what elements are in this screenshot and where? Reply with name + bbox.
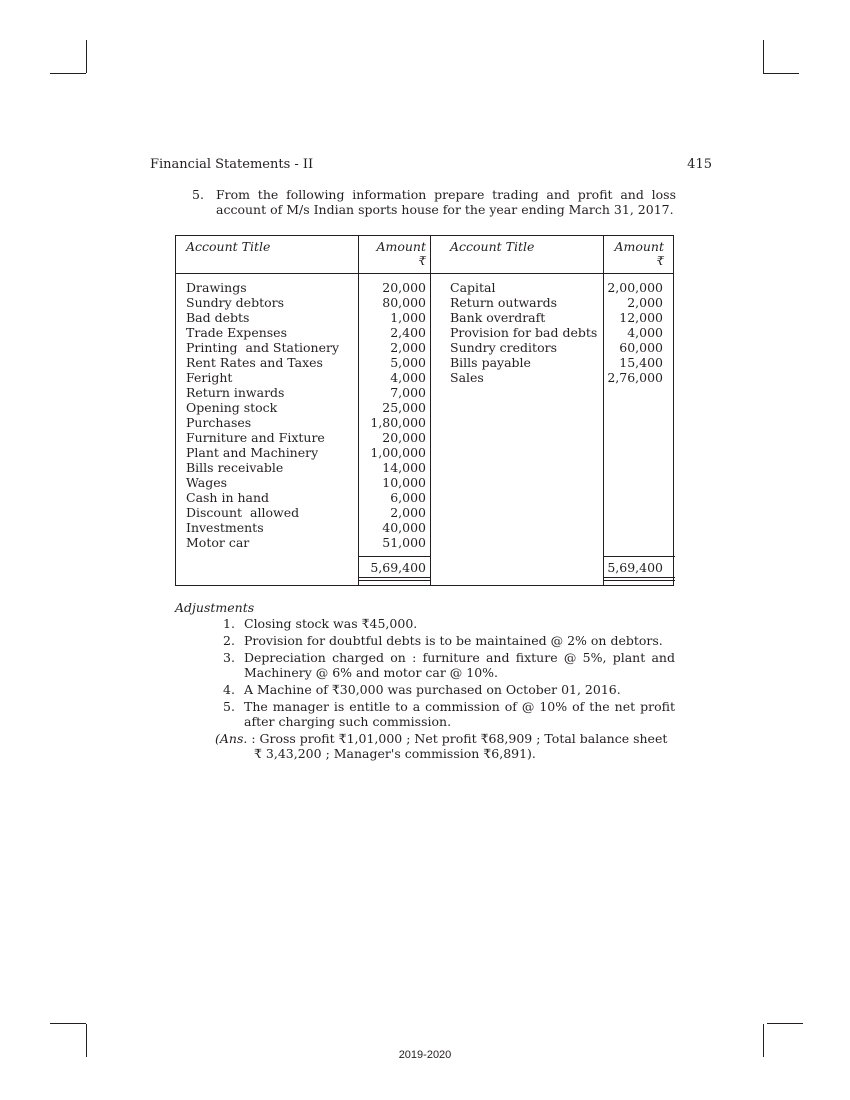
- adjustments-title: Adjustments: [175, 600, 255, 615]
- crop-mark: [86, 40, 87, 73]
- table-cell-amount: 80,000: [382, 295, 426, 310]
- right-total: 5,69,400: [607, 560, 663, 575]
- table-cell-amount: 2,000: [390, 505, 426, 520]
- header-rule: [176, 273, 673, 274]
- total-rule-bottom: [358, 580, 431, 581]
- column-divider: [358, 236, 359, 585]
- table-row: Motor car: [186, 535, 250, 550]
- table-cell-amount: 15,400: [619, 355, 663, 370]
- table-row: Bad debts: [186, 310, 250, 325]
- adjustments-section: [175, 600, 675, 761]
- crop-mark: [763, 73, 799, 74]
- table-cell-amount: 40,000: [382, 520, 426, 535]
- item-number: 3.: [223, 650, 235, 665]
- total-rule-bottom: [603, 577, 675, 578]
- table-cell-amount: 4,000: [390, 370, 426, 385]
- table-cell-amount: 4,000: [627, 325, 663, 340]
- question-text: From the following information prepare trading and profit and loss account of M/s Indian sports house for the year ending March 31, 2017.: [216, 187, 676, 217]
- list-item: [223, 682, 675, 697]
- table-row: Trade Expenses: [186, 325, 287, 340]
- item-number: 2.: [223, 633, 235, 648]
- table-cell-amount: 10,000: [382, 475, 426, 490]
- right-currency-symbol: ₹: [656, 254, 664, 268]
- right-amounts: [607, 280, 663, 385]
- item-number: 4.: [223, 682, 235, 697]
- table-cell-amount: 25,000: [382, 400, 426, 415]
- total-rule-top: [603, 556, 675, 557]
- crop-mark: [767, 1023, 803, 1024]
- table-row: Purchases: [186, 415, 252, 430]
- adjustments-list: [175, 616, 675, 729]
- left-total: 5,69,400: [370, 560, 426, 575]
- table-row: Feright: [186, 370, 233, 385]
- item-text: Closing stock was ₹45,000.: [244, 616, 418, 631]
- table-row: Opening stock: [186, 400, 278, 415]
- crop-mark: [763, 40, 764, 73]
- answer: [215, 731, 675, 761]
- table-cell-amount: 12,000: [619, 310, 663, 325]
- footer-year: 2019-2020: [398, 1049, 452, 1061]
- list-item: [223, 633, 675, 648]
- table-row: Bills receivable: [186, 460, 284, 475]
- item-number: 5.: [223, 699, 235, 714]
- answer-prefix: [215, 731, 247, 746]
- table-row: Bank overdraft: [450, 310, 546, 325]
- right-amount-header: Amount: [614, 239, 664, 254]
- table-cell-amount: 14,000: [382, 460, 426, 475]
- crop-mark: [50, 1023, 86, 1024]
- crop-mark: [50, 73, 86, 74]
- item-number: 1.: [223, 616, 235, 631]
- table-row: Furniture and Fixture: [186, 430, 325, 445]
- table-row: Return outwards: [450, 295, 558, 310]
- table-cell-amount: 20,000: [382, 280, 426, 295]
- table-row: Capital: [450, 280, 496, 295]
- total-rule-top: [358, 556, 431, 557]
- table-cell-amount: 2,00,000: [607, 280, 663, 295]
- question: [192, 187, 676, 217]
- table-row: Bills payable: [450, 355, 531, 370]
- column-divider: [603, 236, 604, 585]
- item-text: The manager is entitle to a commission of @ 10% of the net profit after charging such commission.: [244, 699, 675, 729]
- table-cell-amount: 20,000: [382, 430, 426, 445]
- column-divider: [430, 236, 431, 585]
- list-item: [223, 699, 675, 729]
- table-row: Sales: [450, 370, 484, 385]
- item-text: A Machine of ₹30,000 was purchased on October 01, 2016.: [244, 682, 621, 697]
- table-cell-amount: 60,000: [619, 340, 663, 355]
- table-cell-amount: 2,400: [390, 325, 426, 340]
- list-item: [223, 650, 675, 680]
- answer-line-1: : Gross profit ₹1,01,000 ; Net profit ₹68,909 ; Total balance sheet: [247, 731, 668, 746]
- table-row: Plant and Machinery: [186, 445, 319, 460]
- table-row: Return inwards: [186, 385, 285, 400]
- answer-prefix-text: (Ans.: [215, 731, 248, 746]
- table-row: Cash in hand: [186, 490, 270, 505]
- total-rule-bottom: [358, 577, 431, 578]
- left-currency-symbol: ₹: [418, 254, 426, 268]
- trial-balance-table: [175, 235, 674, 586]
- table-cell-amount: 7,000: [390, 385, 426, 400]
- running-head-title: Financial Statements - II: [150, 157, 314, 172]
- table-row: Rent Rates and Taxes: [186, 355, 323, 370]
- table-cell-amount: 5,000: [390, 355, 426, 370]
- answer-line-2: ₹ 3,43,200 ; Manager's commission ₹6,891).: [254, 746, 536, 761]
- table-cell-amount: 2,000: [390, 340, 426, 355]
- table-row: Sundry creditors: [450, 340, 557, 355]
- table-row: Provision for bad debts: [450, 325, 598, 340]
- list-item: [223, 616, 675, 631]
- left-titles: [186, 280, 356, 550]
- table-row: Sundry debtors: [186, 295, 285, 310]
- table-row: Drawings: [186, 280, 247, 295]
- table-cell-amount: 2,000: [627, 295, 663, 310]
- left-amounts: [362, 280, 426, 550]
- left-title-header: Account Title: [186, 239, 271, 254]
- table-cell-amount: 1,00,000: [370, 445, 426, 460]
- table-cell-amount: 2,76,000: [607, 370, 663, 385]
- right-title-header: Account Title: [450, 239, 535, 254]
- table-cell-amount: 51,000: [382, 535, 426, 550]
- table-row: Discount allowed: [186, 505, 300, 520]
- table-row: Printing and Stationery: [186, 340, 340, 355]
- total-rule-bottom: [603, 580, 675, 581]
- page-number: 415: [687, 157, 712, 172]
- right-titles: [450, 280, 602, 385]
- left-amount-header: Amount: [376, 239, 426, 254]
- item-text: Depreciation charged on : furniture and fixture @ 5%, plant and Machinery @ 6% and motor car @ 10%.: [244, 650, 675, 680]
- table-cell-amount: 1,000: [390, 310, 426, 325]
- table-cell-amount: 6,000: [390, 490, 426, 505]
- table-cell-amount: 1,80,000: [370, 415, 426, 430]
- table-row: Wages: [186, 475, 228, 490]
- item-text: Provision for doubtful debts is to be maintained @ 2% on debtors.: [244, 633, 663, 648]
- table-row: Investments: [186, 520, 264, 535]
- question-number: 5.: [192, 187, 204, 202]
